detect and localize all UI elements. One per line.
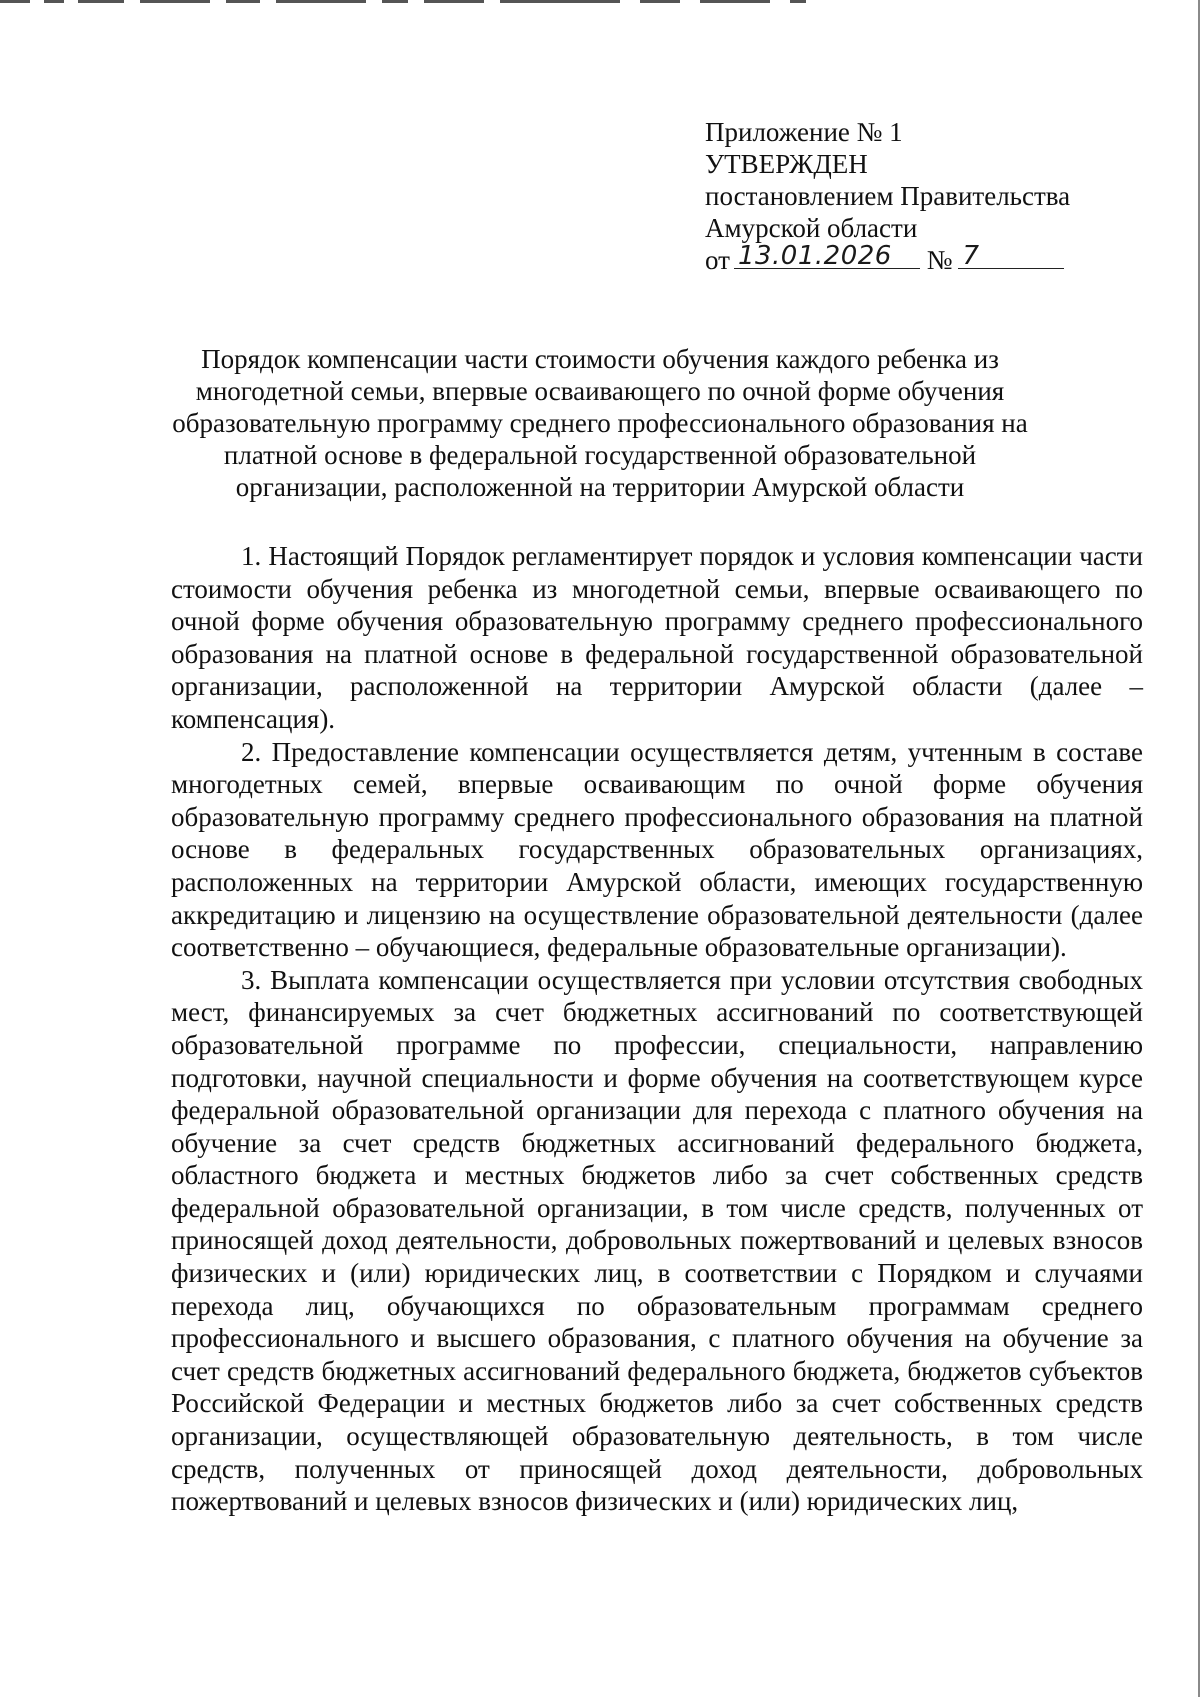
resolution-line: постановлением Правительства	[705, 181, 1071, 211]
handwritten-number: 7	[962, 241, 980, 271]
date-number-line	[705, 241, 1070, 276]
date-field	[734, 241, 920, 271]
document-title: Порядок компенсации части стоимости обучения каждого ребенка из многодетной семьи, впервые осваивающего по очной форме обучения образовательную программу среднего профессионального образования на платной основе в федеральной государственной образовательной организации, расположенной на территории Амурской области	[172, 344, 1028, 502]
paragraph-3: 3. Выплата компенсации осуществляется при условии отсутствия свободных мест, финансируемых за счет бюджетных ассигнований по соответствующей образовательной программе по профессии, специальности, направлению подготовки, научной специальности и форме обучения на соответствующем курсе федеральной образовательной организации для перехода с платного обучения на обучение за счет средств бюджетных ассигнований федерального бюджета, областного бюджета и местных бюджетов либо за счет собственных средств федеральной образовательной организации, в том числе средств, полученных от приносящей доход деятельности, добровольных пожертвований и целевых взносов физических и (или) юридических лиц, в соответствии с Порядком и случаями перехода лиц, обучающихся по образовательным программам среднего профессионального и высшего образования, с платного обучения на обучение за счет средств бюджетных ассигнований федерального бюджета, бюджетов субъектов Российской Федерации и местных бюджетов либо за счет собственных средств организации, осуществляющей образовательную деятельность, в том числе средств, полученных от приносящей доход деятельности, добровольных пожертвований и целевых взносов физических и (или) юридических лиц,	[171, 964, 1143, 1517]
approval-block	[705, 116, 1070, 276]
scan-artifact-strip	[0, 0, 820, 5]
number-label: №	[926, 245, 953, 275]
paragraph-2: 2. Предоставление компенсации осуществляется детям, учтенным в составе многодетных семей, впервые осваивающим по очной форме обучения образовательную программу среднего профессионального образования на платной основе в федеральных государственных образовательных организациях, расположенных на территории Амурской области, имеющих государственную аккредитацию и лицензию на осуществление образовательной деятельности (далее соответственно – обучающиеся, федеральные образовательные организации).	[171, 736, 1143, 963]
number-field	[958, 241, 1064, 271]
approved-label: УТВЕРЖДЕН	[705, 149, 868, 179]
appendix-number: Приложение № 1	[705, 117, 903, 147]
region-line: Амурской области	[705, 213, 918, 243]
document-body	[171, 540, 1143, 1518]
from-label: от	[705, 245, 730, 275]
paragraph-1: 1. Настоящий Порядок регламентирует порядок и условия компенсации части стоимости обучения ребенка из многодетной семьи, впервые осваивающего по очной форме обучения образовательную программу среднего профессионального образования на платной основе в федеральной государственной образовательной организации, расположенной на территории Амурской области (далее – компенсация).	[171, 541, 1143, 734]
handwritten-date: 13.01.2026	[737, 241, 892, 271]
